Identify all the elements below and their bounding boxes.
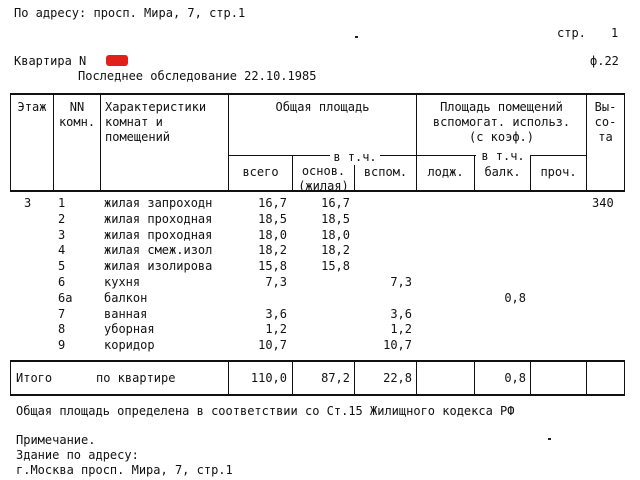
cell-all: 3,6 [265, 306, 287, 321]
total-label: Итого [16, 371, 53, 385]
address-line: По адресу: просп. Мира, 7, стр.1 [14, 6, 246, 20]
col-loggia-header: лодж. [427, 165, 464, 179]
cell-desc: кухня [104, 275, 141, 289]
cell-no: 6 [58, 275, 66, 289]
total-aux: 22,8 [383, 371, 412, 385]
cell-all: 18,2 [258, 243, 287, 258]
cell-no: 2 [58, 211, 66, 226]
including-label-2: в т.ч. [476, 149, 530, 164]
cell-desc: балкон [104, 290, 148, 305]
cell-all: 16,7 [258, 196, 287, 210]
height-value: 340 [592, 196, 614, 210]
redacted-apartment-number [106, 55, 128, 66]
cell-main: 18,0 [321, 227, 350, 242]
cell-desc: жилая смеж.изол [104, 243, 213, 258]
cell-main: 18,5 [321, 211, 350, 226]
including-label: в т.ч. [330, 150, 380, 165]
col-all-header: всего [242, 165, 279, 179]
col-balcony-header: балк. [484, 165, 521, 179]
building-label: Здание по адресу: [16, 448, 139, 462]
cell-desc: уборная [104, 322, 155, 337]
cell-no: 1 [58, 196, 66, 210]
col-other-header: проч. [540, 165, 577, 179]
col-height-header: Вы- со- та [594, 100, 617, 144]
cell-aux: 3,6 [390, 306, 412, 321]
col-room-no-header: NN комн. [58, 100, 96, 129]
cell-main: 15,8 [321, 259, 350, 274]
note-label: Примечание. [16, 433, 96, 447]
cell-desc: коридор [104, 338, 155, 353]
total-main: 87,2 [321, 371, 350, 385]
cell-no: 4 [58, 243, 66, 258]
cell-all: 10,7 [258, 338, 287, 353]
floor-value: 3 [24, 196, 32, 210]
cell-desc: жилая запроходн [104, 196, 213, 210]
col-main-header: основ. (жилая) [298, 164, 349, 193]
cell-desc: жилая изолирова [104, 259, 213, 274]
building-address: г.Москва просп. Мира, 7, стр.1 [16, 463, 233, 477]
col-aux-header: вспом. [363, 165, 408, 179]
cell-all: 15,8 [258, 259, 287, 274]
cell-no: 6а [58, 290, 73, 305]
cell-main: 18,2 [321, 243, 350, 258]
col-characteristics-header: Характеристики комнат и помещений [105, 100, 207, 144]
cell-aux: 10,7 [383, 338, 412, 353]
page-number: 1 [611, 26, 619, 40]
col-floor-header: Этаж [17, 100, 47, 114]
cell-desc: жилая проходная [104, 227, 213, 242]
total-all: 110,0 [250, 371, 287, 385]
last-survey: Последнее обследование 22.10.1985 [78, 69, 317, 83]
total-label-2: по квартире [96, 371, 176, 385]
total-balcony: 0,8 [504, 371, 526, 385]
scan-speck-2 [548, 438, 551, 440]
cell-no: 8 [58, 322, 66, 337]
col-total-area-header: Общая площадь [275, 100, 370, 114]
cell-all: 18,0 [258, 227, 287, 242]
cell-no: 5 [58, 259, 66, 274]
cell-no: 3 [58, 227, 66, 242]
form-code: ф.22 [590, 54, 619, 68]
cell-aux: 1,2 [390, 322, 412, 337]
page-label: стр. [557, 26, 586, 40]
cell-all: 1,2 [265, 322, 287, 337]
apartment-label: Квартира N [14, 54, 87, 68]
cell-no: 9 [58, 338, 66, 353]
col-aux-area-header: Площадь помещений вспомогат. использ. (с коэф.) [432, 100, 571, 144]
cell-balcony: 0,8 [504, 290, 526, 305]
cell-aux: 7,3 [390, 275, 412, 289]
footnote: Общая площадь определена в соответствии со Ст.15 Жилищного кодекса РФ [16, 404, 515, 418]
cell-no: 7 [58, 306, 66, 321]
cell-all: 18,5 [258, 211, 287, 226]
cell-desc: ванная [104, 306, 148, 321]
scan-speck [355, 36, 358, 38]
cell-desc: жилая проходная [104, 211, 213, 226]
cell-all: 7,3 [265, 275, 287, 289]
cell-main: 16,7 [321, 196, 350, 210]
